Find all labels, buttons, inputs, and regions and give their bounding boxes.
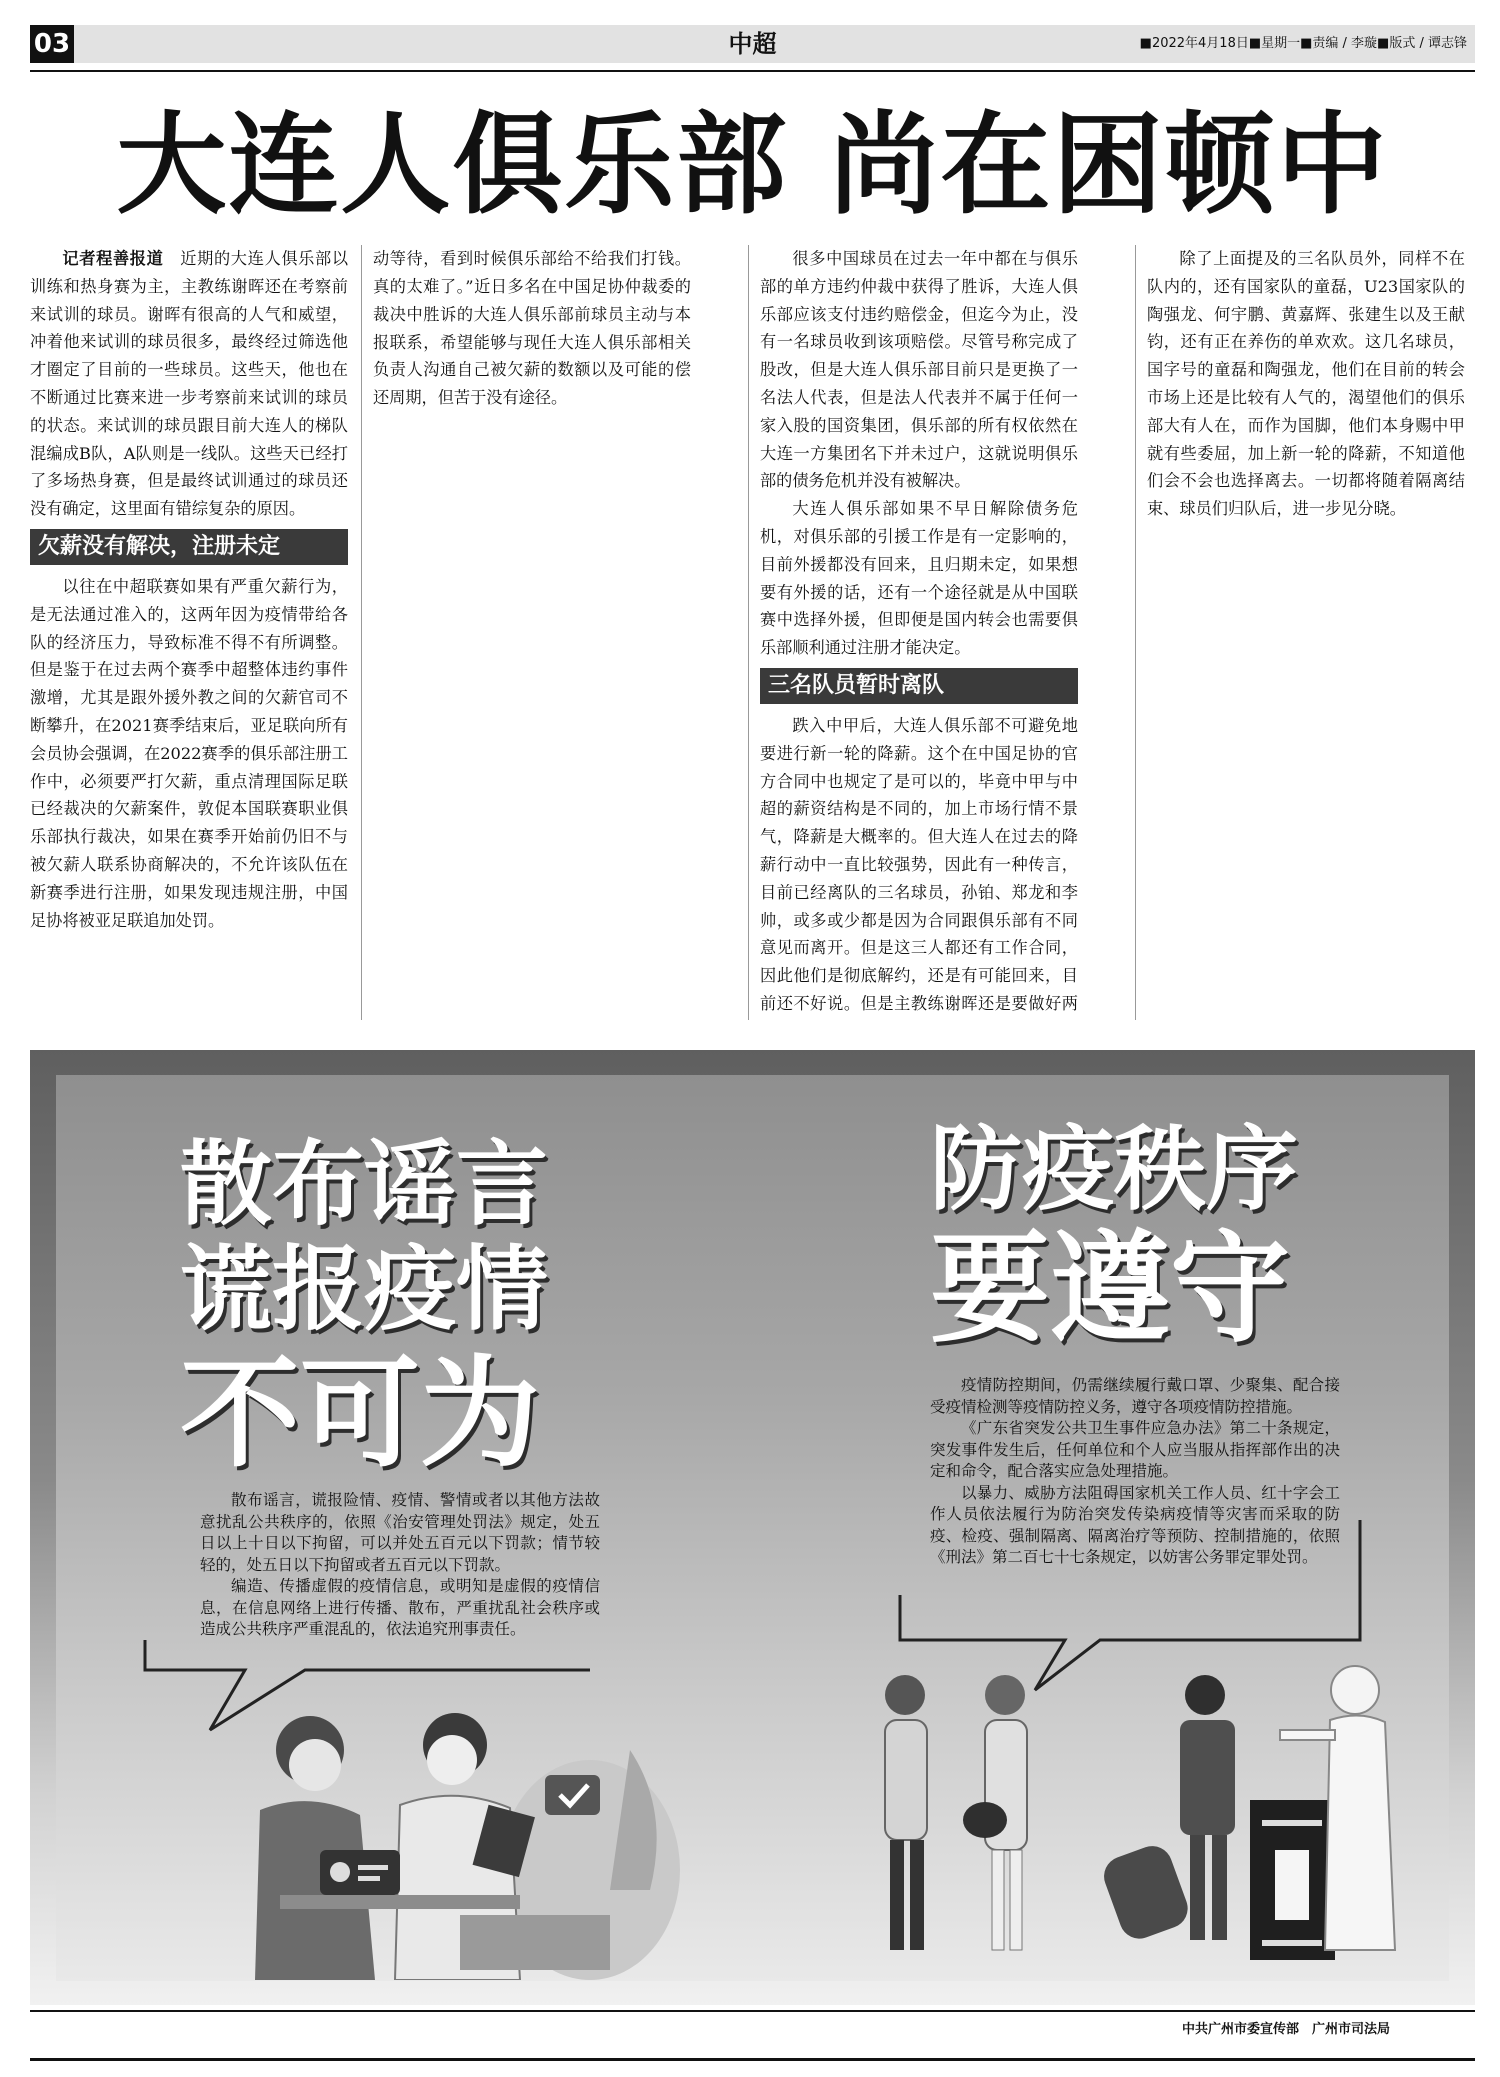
article-paragraph: 以往在中超联赛如果有严重欠薪行为，是无法通过准入的，这两年因为疫情带给各队的经济压力，导致标准不得不有所调整。但是鉴于在过去两个赛季中超整体违约事件激增，尤其是跟外援外教之间的欠薪官司不断攀升，在2021赛季结束后，亚足联向所有会员协会强调，在2022赛季的俱乐部注册工作中，必须要严打欠薪，重点清理国际足联已经裁决的欠薪案件，敦促本国联赛职业俱乐部执行裁决，如果在赛季开始前仍旧不与被欠薪人联系协商解决的，不允许该队伍在新赛季进行注册，如果发现违规注册，中国足协将被亚足联追加处罚。 xyxy=(30,576,348,930)
article-paragraph: 除了上面提及的三名队员外，同样不在队内的，还有国家队的童磊，U23国家队的陶强龙、何宇鹏、黄嘉辉、张建生以及王献钧，还有正在养伤的单欢欢。这几名球员，国字号的童磊和陶强龙，他们在目前的转会市场上还是比较有人气的，渴望他们的俱乐部大有人在，而作为国脚，他们本身赐中甲就有些委屈，加上新一轮的降薪，不知道他们会不会也选择离去。一切都将随着隔离结束、球员们归队后，进一步见分晓。 xyxy=(1147,249,1465,519)
article-column-2 xyxy=(373,245,691,1015)
page-number: 03 xyxy=(30,25,74,63)
left-title-line-3: 不可为 xyxy=(180,1345,540,1484)
byline: 记者程善报道 xyxy=(62,249,164,268)
subhead-unpaid-salary: 欠薪没有解决，注册未定 xyxy=(30,529,348,565)
section-name: 中超 xyxy=(728,30,777,58)
page-header xyxy=(30,25,1475,63)
article-intro: 记者程善报道 近期的大连人俱乐部以训练和热身赛为主，主教练谢晖还在考察前来试训的球员。谢晖有很高的人气和威望，冲着他来试训的球员很多，最终经过筛选他才圈定了目前的一些球员。这些天，他也在不断通过比赛来进一步考察前来试训的球员的状态。来试训的球员跟目前大连人的梯队混编成B队，A队则是一线队。这些天已经打了多场热身赛，但是最终试训通过的球员还没有确定，这里面有错综复杂的原因。 xyxy=(30,249,348,519)
article-paragraph: 跌入中甲后，大连人俱乐部不可避免地要进行新一轮的降薪。这个在中国足协的官方合同中也规定了是可以的，毕竟中甲与中超的薪资结构是不同的，加上市场行情不景气，降薪是大概率的。但大连人在过去的降薪行动中一直比较强势，因此有一种传言，目前已经离队的三名球员，孙铂、郑龙和李帅，或多或少都是因为合同跟俱乐部有不同意见而离开。但是这三人都还有工作合同，因此他们是彻底解约，还是有可能回来，目前还不好说。但是主教练谢晖还是要做好两 xyxy=(760,715,1078,1013)
subhead-three-players: 三名队员暂时离队 xyxy=(760,668,1078,704)
article-paragraph: 大连人俱乐部如果不早日解除债务危机，对俱乐部的引援工作是有一定影响的，目前外援都没有回来，且归期未定，如果想要有外援的话，还有一个途径就是从中国联赛中选择外援，但即便是国内转会也需要俱乐部顺利通过注册才能决定。 xyxy=(760,499,1078,658)
article-paragraph: 很多中国球员在过去一年中都在与俱乐部的单方违约仲裁中获得了胜诉，大连人俱乐部应该支付违约赔偿金，但迄今为止，没有一名球员收到该项赔偿。尽管号称完成了股改，但是大连人俱乐部目前只是更换了一名法人代表，但是法人代表并不属于任何一家入股的国资集团，俱乐部的所有权依然在大连一方集团名下并未过户，这就说明俱乐部的债务危机并没有被解决。 xyxy=(760,249,1078,491)
page-bottom-rule xyxy=(30,2058,1475,2061)
right-legal-text: 疫情防控期间，仍需继续履行戴口罩、少聚集、配合接受疫情检测等疫情防控义务，遵守各项疫情防控措施。 《广东省突发公共卫生事件应急办法》第二十条规定，突发事件发生后，任何单位和个人应当服从指挥部作出的决定和命令，配合落实应急处理措施。 以暴力、威胁方法阻碍国家机关工作人员、红十字会工作人员依法履行为防治突发传染病疫情等灾害而采取的防疫、检疫、强制隔离、隔离治疗等预防、控制措施的，依照《刑法》第二百七十七条规定，以妨害公务罪定罪处罚。 xyxy=(930,1376,1340,1566)
column-divider xyxy=(748,245,749,1020)
left-title-line-1: 散布谣言 xyxy=(180,1131,549,1238)
right-title-line-2: 要遵守 xyxy=(930,1220,1290,1359)
bottom-rule xyxy=(30,2010,1475,2012)
pandemic-poster xyxy=(30,1050,1475,2005)
illustration-office-workers xyxy=(160,1690,760,1980)
left-title-line-2: 谎报疫情 xyxy=(180,1236,549,1343)
column-divider xyxy=(1135,245,1136,1020)
top-rule xyxy=(30,70,1475,72)
poster-credit: 中共广州市委宣传部 广州市司法局 xyxy=(1181,2022,1390,2037)
left-legal-text: 散布谣言，谎报险情、疫情、警情或者以其他方法故意扰乱公共秩序的，依照《治安管理处罚法》规定，处五日以上十日以下拘留，可以并处五百元以下罚款；情节较轻的，处五日以下拘留或者五百元以下罚款。 编造、传播虚假的疫情信息，或明知是虚假的疫情信息，在信息网络上进行传播、散布，严重扰乱社会秩序或造成公共秩序严重混乱的，依法追究刑事责任。 xyxy=(200,1491,600,1638)
issue-meta: ■2022年4月18日■星期一■责编 / 李璇■版式 / 谭志锋 xyxy=(1139,36,1467,51)
column-divider xyxy=(361,245,362,1020)
headline: 大连人俱乐部 尚在困顿中 xyxy=(116,101,1389,229)
article-column-3 xyxy=(760,245,1078,1015)
article-column-1 xyxy=(30,245,348,1015)
article-column-4 xyxy=(1147,245,1465,1015)
illustration-temperature-check-queue xyxy=(870,1650,1430,1980)
article-paragraph: 动等待，看到时候俱乐部给不给我们打钱。真的太难了。”近日多名在中国足协仲裁委的裁决中胜诉的大连人俱乐部前球员主动与本报联系，希望能够与现任大连人俱乐部相关负责人沟通自己被欠薪的数额以及可能的偿还周期，但苦于没有途径。 xyxy=(373,249,691,408)
right-title-line-1: 防疫秩序 xyxy=(930,1116,1299,1223)
